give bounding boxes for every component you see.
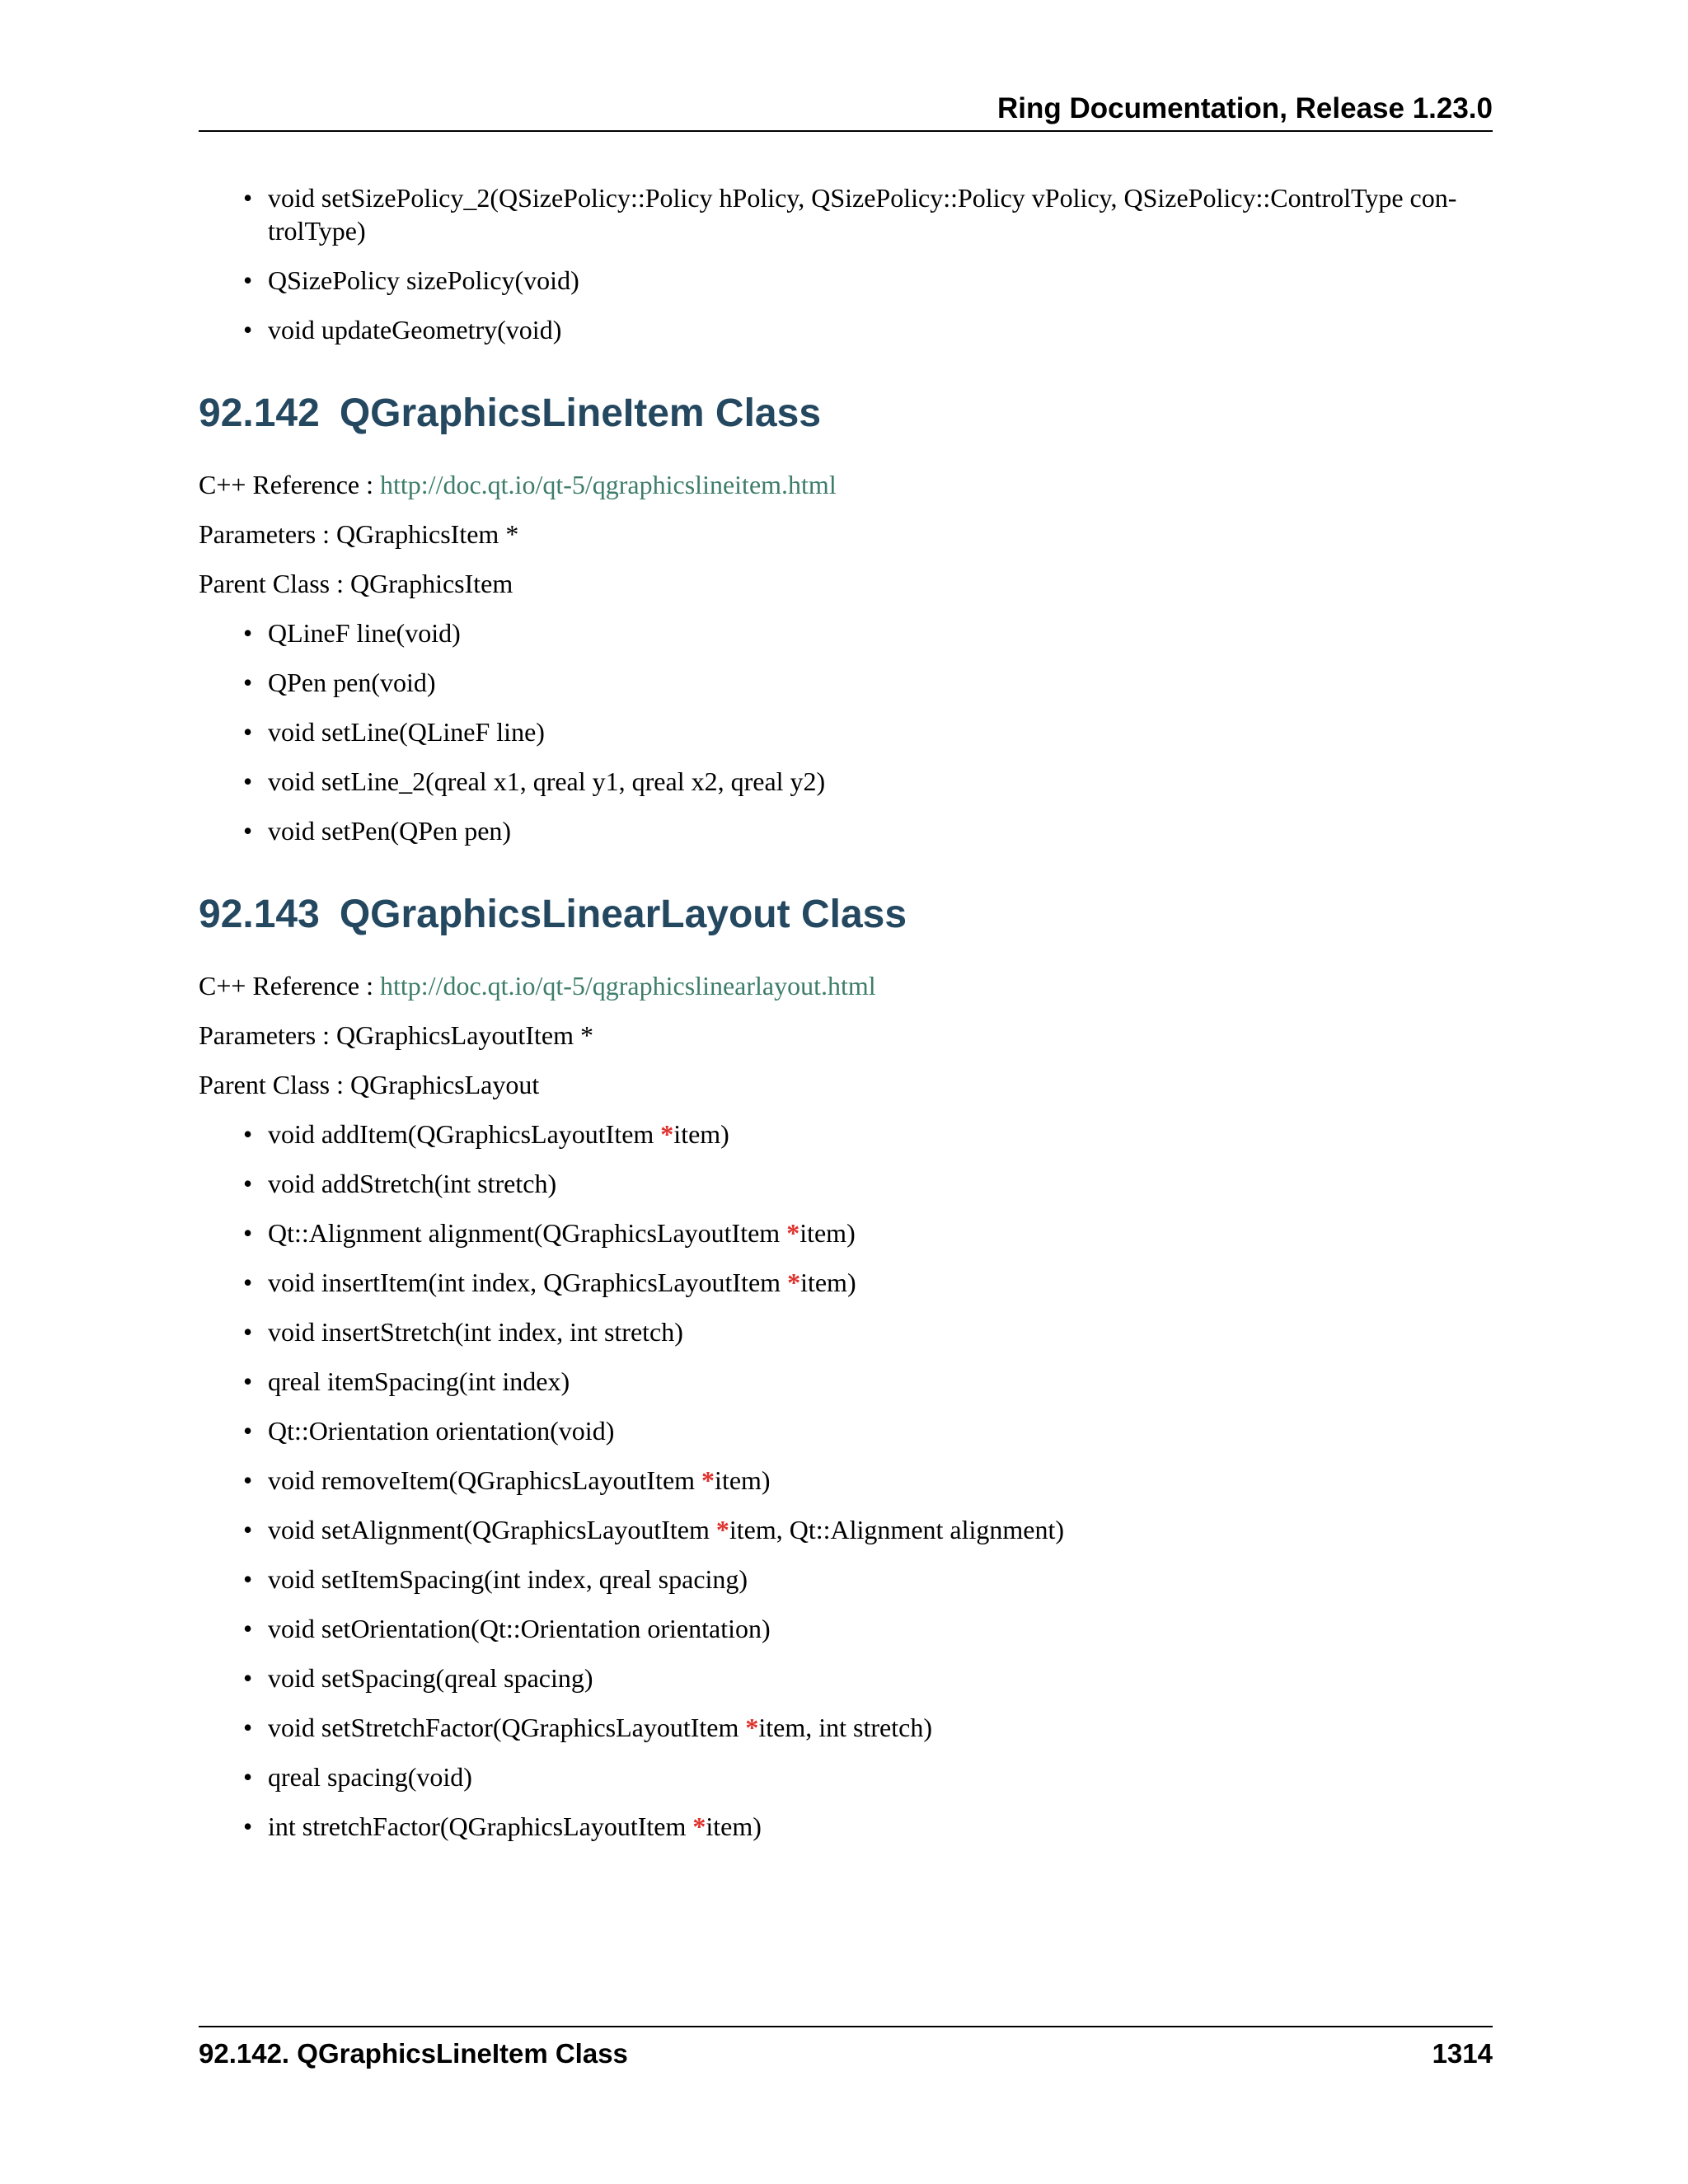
pointer-star: * [787,1268,801,1297]
method-item: • QPen pen(void) [268,666,1493,699]
method-item: • void addItem(QGraphicsLayoutItem *item) [268,1118,1493,1151]
method-item: • void setItemSpacing(int index, qreal spacing) [268,1563,1493,1596]
parent-class-line: Parent Class : QGraphicsItem [199,569,513,598]
section-heading [199,389,1493,438]
page-footer [199,2026,1493,2077]
parameters-line: Parameters : QGraphicsItem * [199,519,519,549]
cpp-reference-link[interactable]: http://doc.qt.io/qt-5/qgraphicslineitem.html [380,470,837,499]
section-title: QGraphicsLineItem Class [339,391,822,435]
parent-class-line: Parent Class : QGraphicsLayout [199,1070,540,1099]
method-list [199,616,1493,847]
cpp-reference [199,468,1493,501]
method-item: • void removeItem(QGraphicsLayoutItem *item) [268,1464,1493,1497]
method-item: • void setStretchFactor(QGraphicsLayoutItem *item, int stretch) [268,1711,1493,1744]
method-item: • qreal spacing(void) [268,1760,1493,1793]
header-title: Ring Documentation, Release 1.23.0 [996,92,1493,124]
method-item: • void setOrientation(Qt::Orientation orientation) [268,1612,1493,1645]
method-item: • void insertItem(int index, QGraphicsLayoutItem *item) [268,1266,1493,1299]
cpp-reference-link[interactable]: http://doc.qt.io/qt-5/qgraphicslinearlayout.html [380,971,876,1001]
cpp-reference-label: C++ Reference : [199,470,380,499]
method-item: • Qt::Orientation orientation(void) [268,1414,1493,1447]
method-item: • void setLine(QLineF line) [268,715,1493,748]
method-item: • void setSizePolicy_2(QSizePolicy::Policy hPolicy, QSizePolicy::Policy vPolicy, QSizePolicy::ControlType con-trolType) [268,181,1493,247]
pointer-star: * [660,1119,674,1149]
cpp-reference-label: C++ Reference : [199,971,380,1001]
method-list [199,1118,1493,1843]
pointer-star: * [701,1465,715,1495]
method-item: • QSizePolicy sizePolicy(void) [268,264,1493,297]
pointer-star: * [692,1811,706,1841]
pointer-star: * [745,1713,759,1742]
method-item: • void setPen(QPen pen) [268,814,1493,847]
pointer-star: * [786,1218,800,1248]
section-number: 92.143 [199,893,320,936]
method-item: • Qt::Alignment alignment(QGraphicsLayoutItem *item) [268,1216,1493,1249]
intro-method-list [199,181,1493,346]
section-heading [199,890,1493,940]
method-item: • void updateGeometry(void) [268,313,1493,346]
cpp-reference [199,969,1493,1002]
method-item: • void setLine_2(qreal x1, qreal y1, qreal x2, qreal y2) [268,765,1493,798]
section-number: 92.142 [199,391,320,435]
method-item: • void insertStretch(int index, int stretch) [268,1315,1493,1348]
method-item: • QLineF line(void) [268,616,1493,649]
method-item: • void addStretch(int stretch) [268,1167,1493,1200]
pointer-star: * [715,1515,729,1544]
method-item: • void setAlignment(QGraphicsLayoutItem *item, Qt::Alignment alignment) [268,1513,1493,1546]
footer-section-title: 92.142. QGraphicsLineItem Class [199,2038,628,2069]
method-item: • void setSpacing(qreal spacing) [268,1661,1493,1694]
method-item: • qreal itemSpacing(int index) [268,1365,1493,1398]
parameters-line: Parameters : QGraphicsLayoutItem * [199,1020,593,1050]
page-header [199,87,1493,132]
method-item: • int stretchFactor(QGraphicsLayoutItem *item) [268,1810,1493,1843]
section-title: QGraphicsLinearLayout Class [339,893,907,936]
page-content [199,181,1493,1859]
page-number: 1314 [1432,2038,1493,2069]
